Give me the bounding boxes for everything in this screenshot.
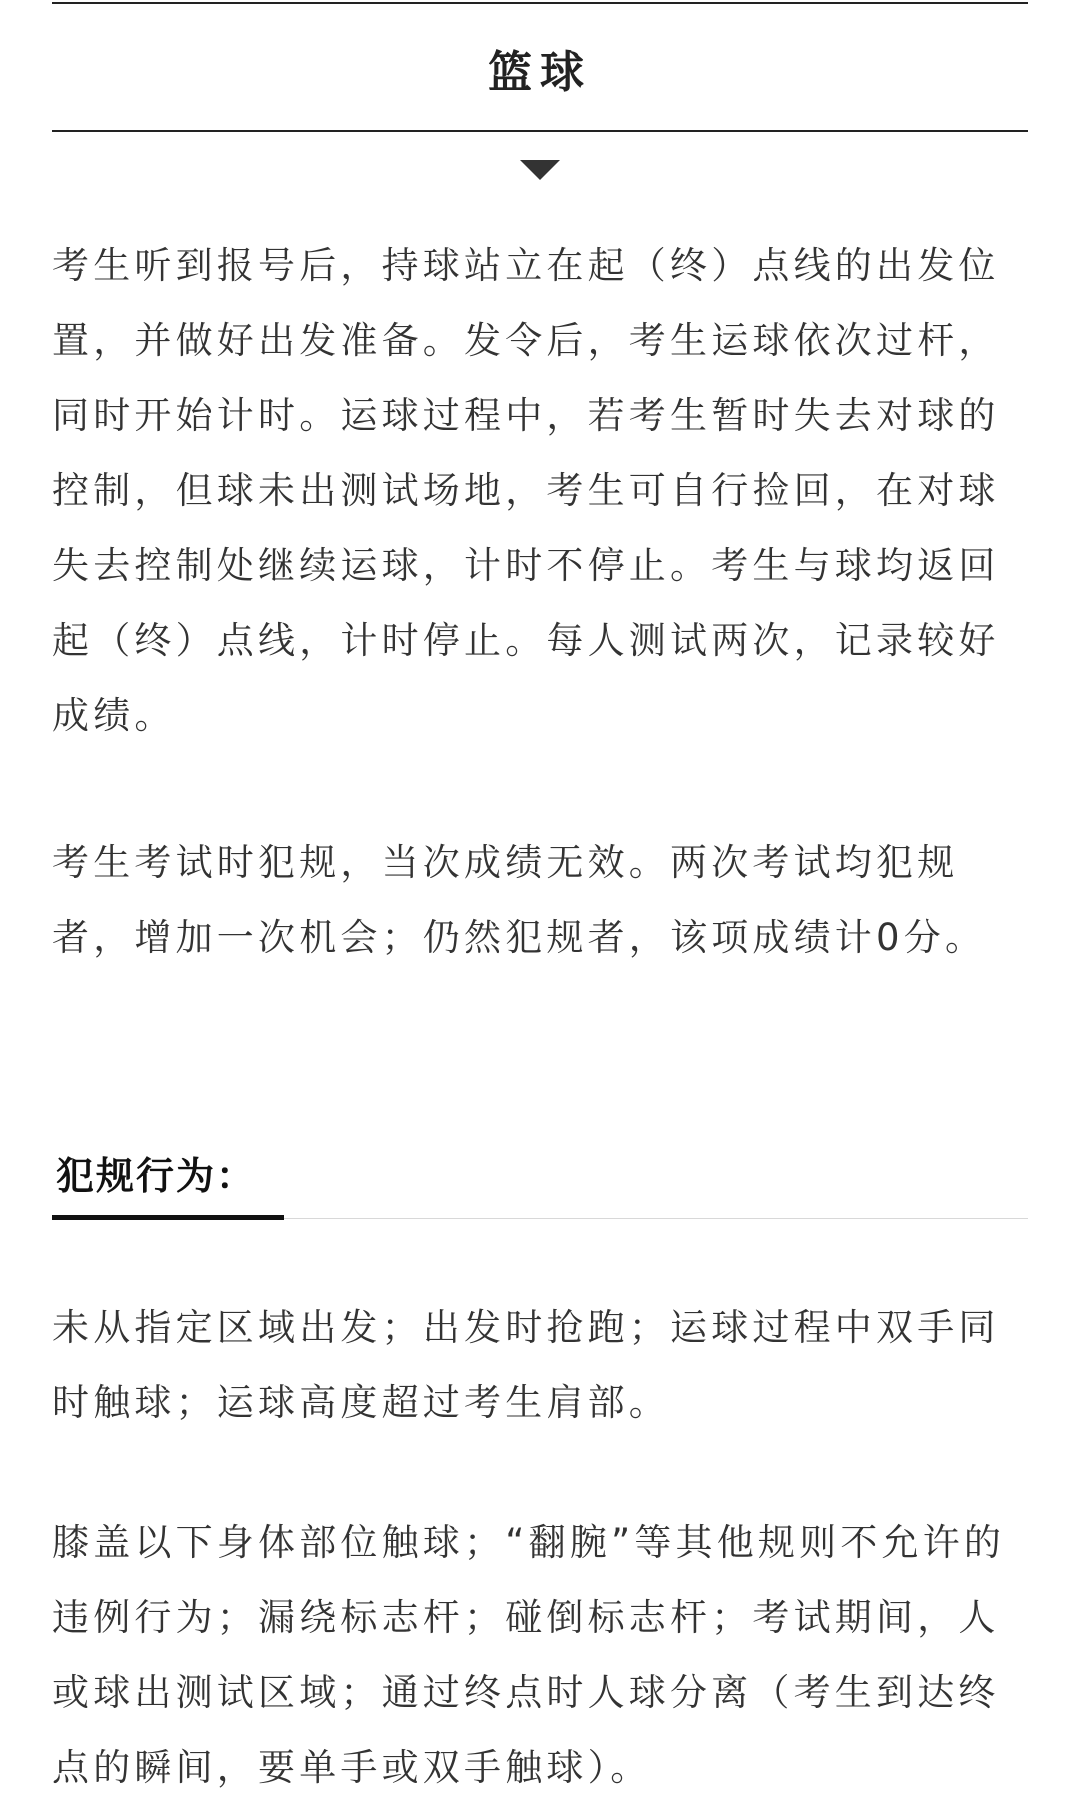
foul-list-item: 膝盖以下身体部位触球；“翻腕”等其他规则不允许的违例行为；漏绕标志杆；碰倒标志杆；考试期间，人或球出测试区域；通过终点时人球分离（考生到达终点的瞬间，要单手或双手触球）。 [52, 1521, 1006, 1789]
down-triangle-icon [520, 160, 560, 180]
top-divider [52, 2, 1028, 4]
section-heading: 犯规行为： [56, 1154, 257, 1198]
violation-rule-paragraph: 考生考试时犯规，当次成绩无效。两次考试均犯规者，增加一次机会；仍然犯规者，该项成绩计0分。 [52, 841, 987, 959]
procedure-paragraph: 考生听到报号后，持球站立在起（终）点线的出发位置，并做好出发准备。发令后，考生运球依次过杆，同时开始计时。运球过程中，若考生暂时失去对球的控制，但球未出测试场地，考生可自行捡回，在对球失去控制处继续运球，计时不停止。考生与球均返回起（终）点线，计时停止。每人测试两次，记录较好成绩。 [52, 244, 1000, 737]
page-title: 篮球 [488, 47, 592, 98]
section-heading-underline [52, 1215, 284, 1220]
foul-list-item: 未从指定区域出发；出发时抢跑；运球过程中双手同时触球；运球高度超过考生肩部。 [52, 1306, 1000, 1424]
title-divider [52, 130, 1028, 132]
